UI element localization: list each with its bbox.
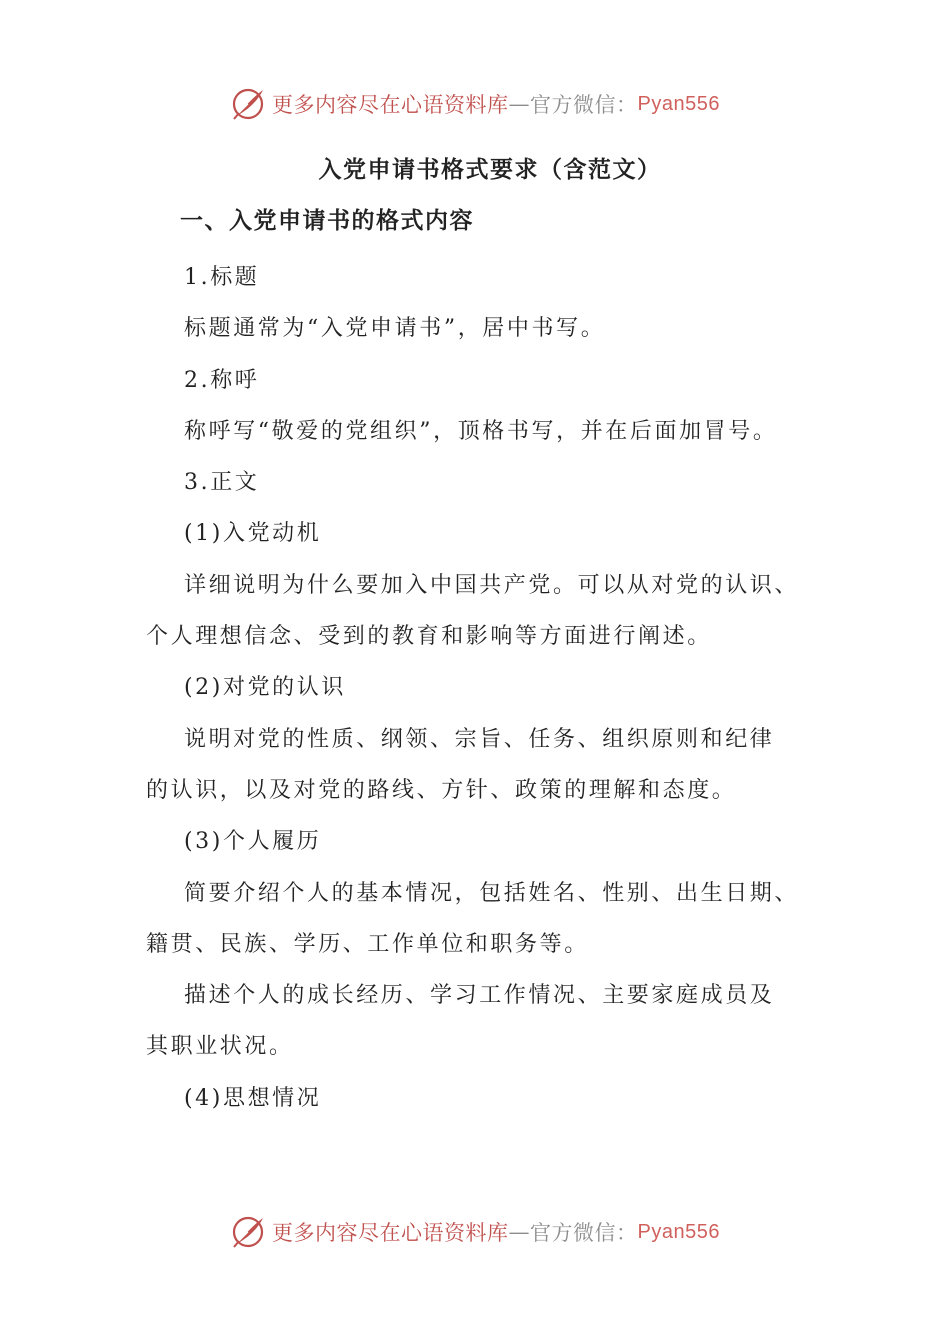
document-body <box>146 252 826 1124</box>
body-line: 2.称呼 <box>184 367 260 393</box>
watermark-main: 更多内容尽在心语资料库 <box>272 93 509 117</box>
body-line: (2)对党的认识 <box>184 675 346 701</box>
body-line: 籍贯、民族、学历、工作单位和职务等。 <box>146 931 589 957</box>
body-line: 称呼写“敬爱的党组织”，顶格书写，并在后面加冒号。 <box>184 418 778 444</box>
body-line: 描述个人的成长经历、学习工作情况、主要家庭成员及 <box>184 983 775 1009</box>
body-line: (4)思想情况 <box>184 1085 322 1111</box>
body-line: 3.正文 <box>184 470 260 496</box>
quill-pen-logo-icon <box>230 86 266 122</box>
quill-pen-logo-icon <box>230 1214 266 1250</box>
body-line: 1.标题 <box>184 265 260 290</box>
watermark-official-label: 官方微信： <box>530 93 638 117</box>
body-line: 标题通常为“入党申请书”，居中书写。 <box>184 316 606 342</box>
document-title: 入党申请书格式要求（含范文） <box>318 156 662 183</box>
body-line: 个人理想信念、受到的教育和影响等方面进行阐述。 <box>146 624 712 650</box>
watermark-wechat-id: Pyan556 <box>637 92 720 115</box>
watermark-main: 更多内容尽在心语资料库 <box>272 1221 509 1245</box>
watermark-wechat-id: Pyan556 <box>637 1220 720 1243</box>
body-line: 说明对党的性质、纲领、宗旨、任务、组织原则和纪律 <box>184 726 775 752</box>
body-line: 简要介绍个人的基本情况，包括姓名、性别、出生日期、 <box>184 880 800 906</box>
body-line: 其职业状况。 <box>146 1034 294 1060</box>
watermark-text <box>272 1217 720 1247</box>
body-line: (3)个人履历 <box>184 829 322 855</box>
watermark-separator: — <box>508 92 531 116</box>
watermark-text <box>272 89 720 119</box>
body-line: 详细说明为什么要加入中国共产党。可以从对党的认识、 <box>184 572 800 598</box>
body-line: (1)入党动机 <box>184 521 322 547</box>
footer-watermark <box>0 1210 950 1254</box>
body-line: 的认识，以及对党的路线、方针、政策的理解和态度。 <box>146 777 737 803</box>
watermark-official-label: 官方微信： <box>530 1221 638 1245</box>
header-watermark <box>0 82 950 126</box>
watermark-separator: — <box>508 1220 531 1244</box>
section-heading: 一、入党申请书的格式内容 <box>180 207 474 234</box>
